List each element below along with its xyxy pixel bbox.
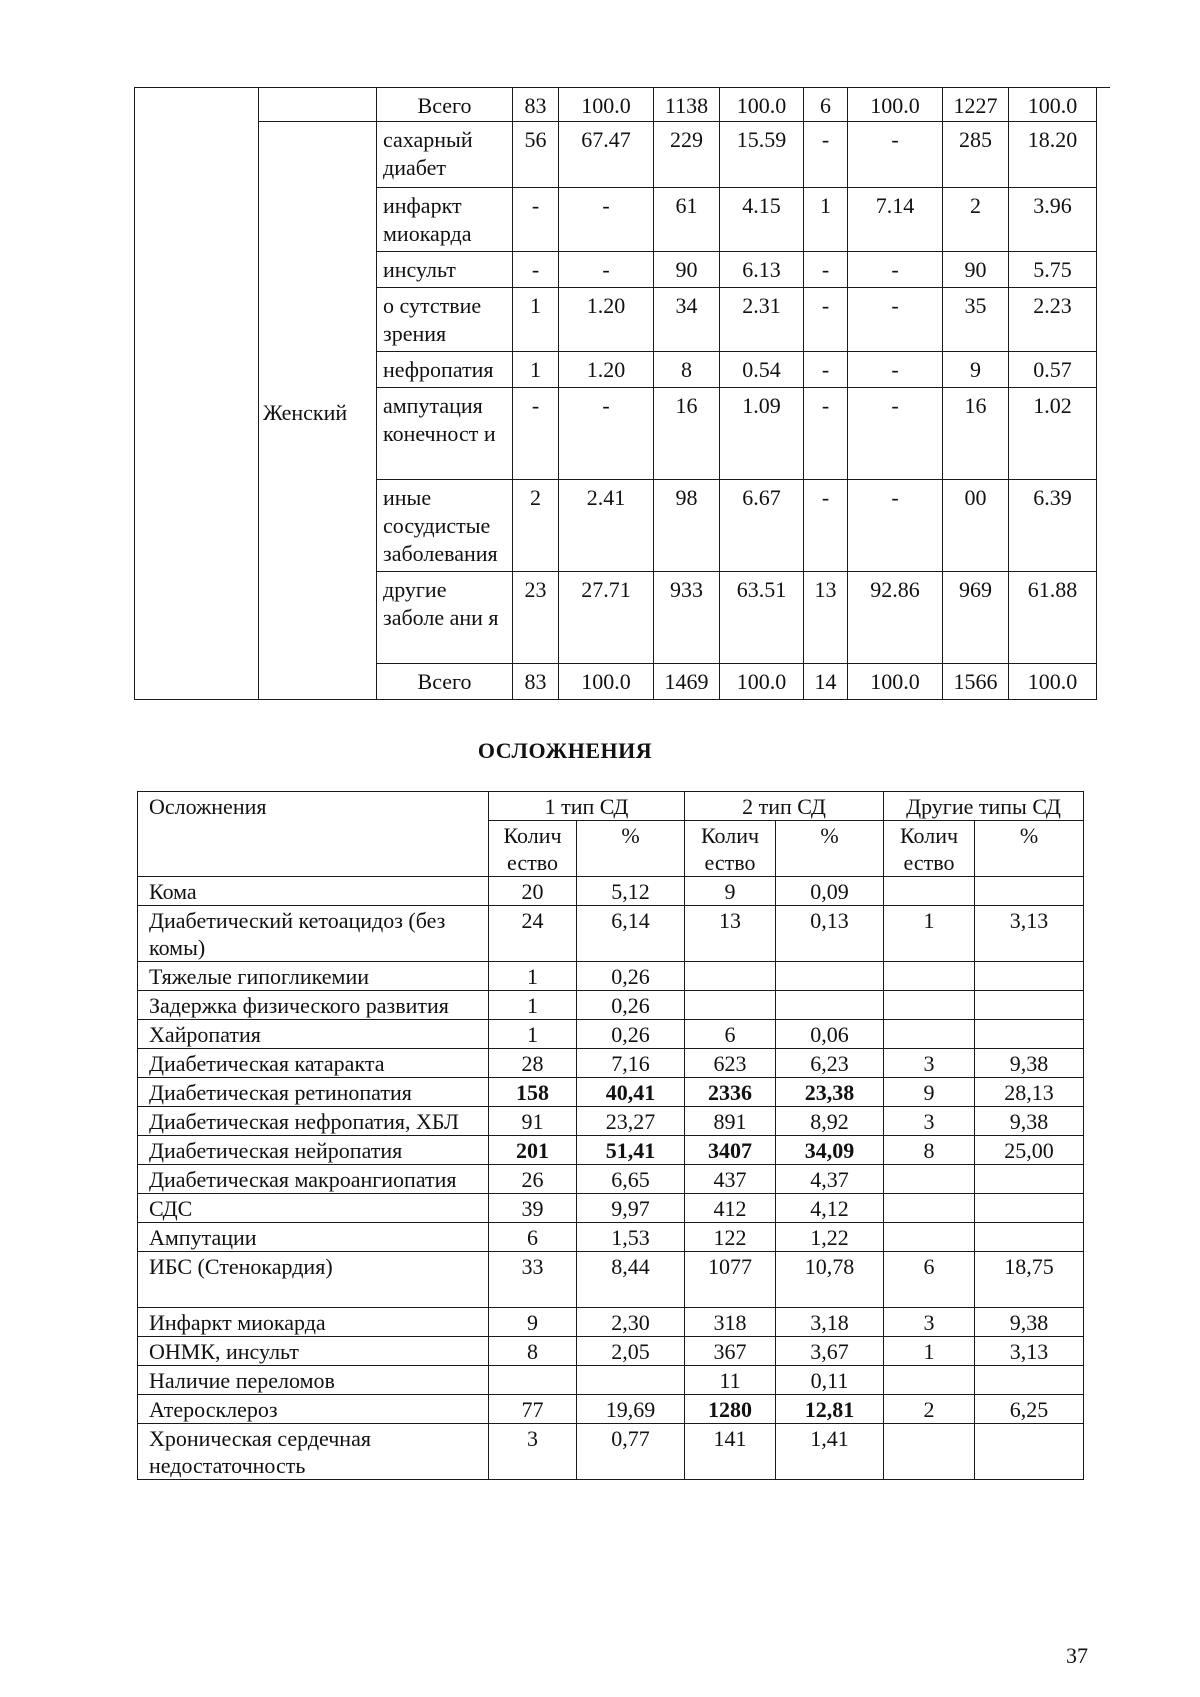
cell: 0,09 <box>776 877 884 906</box>
subheader: Колич ество <box>489 821 577 877</box>
complication-name: Диабетический кетоацидоз (без комы) <box>138 906 489 962</box>
table-row <box>138 1395 1084 1424</box>
cell <box>884 1194 975 1223</box>
cell <box>776 962 884 991</box>
cell: 0,11 <box>776 1366 884 1395</box>
cell: 367 <box>685 1337 776 1366</box>
cell: 40,41 <box>577 1078 685 1107</box>
cell: 39 <box>489 1194 577 1223</box>
table-row <box>138 1424 1084 1480</box>
cell: 0.54 <box>720 352 804 388</box>
cell: 19,69 <box>577 1395 685 1424</box>
cell: - <box>559 252 654 288</box>
cell: 51,41 <box>577 1136 685 1165</box>
cell: 6 <box>884 1252 975 1308</box>
empty-cell <box>259 88 377 122</box>
cell: 1,22 <box>776 1223 884 1252</box>
cell: 33 <box>489 1252 577 1308</box>
row-label: инсульт <box>377 252 513 288</box>
cell: 122 <box>685 1223 776 1252</box>
cell: 437 <box>685 1165 776 1194</box>
cell: 9,38 <box>975 1049 1084 1078</box>
cell: 2,05 <box>577 1337 685 1366</box>
column-header: Осложнения <box>138 792 489 877</box>
group-header: Другие типы СД <box>884 792 1084 821</box>
cell: 90 <box>943 252 1009 288</box>
complication-name: СДС <box>138 1194 489 1223</box>
cell: 6.13 <box>720 252 804 288</box>
cell: - <box>804 480 848 572</box>
subheader: Колич ество <box>685 821 776 877</box>
subheader: % <box>975 821 1084 877</box>
cell: 28,13 <box>975 1078 1084 1107</box>
cell: 2.41 <box>559 480 654 572</box>
cell: 18,75 <box>975 1252 1084 1308</box>
cell: 1227 <box>943 88 1009 122</box>
cell: 34,09 <box>776 1136 884 1165</box>
cell: 6 <box>685 1020 776 1049</box>
complication-name: ОНМК, инсульт <box>138 1337 489 1366</box>
cell: 98 <box>654 480 720 572</box>
cell: - <box>804 352 848 388</box>
cell: 969 <box>943 572 1009 664</box>
cell: 5.75 <box>1009 252 1097 288</box>
cell <box>975 1194 1084 1223</box>
cell: 229 <box>654 122 720 188</box>
cell: 1280 <box>685 1395 776 1424</box>
cell: 933 <box>654 572 720 664</box>
table-row <box>138 1078 1084 1107</box>
cell: 6 <box>804 88 848 122</box>
cell: 34 <box>654 288 720 352</box>
cell <box>975 1424 1084 1480</box>
cell: 100.0 <box>848 664 943 700</box>
cell: 16 <box>654 388 720 480</box>
cell: 6 <box>489 1223 577 1252</box>
cell: 285 <box>943 122 1009 188</box>
cell: - <box>848 480 943 572</box>
cell: 3.96 <box>1009 188 1097 252</box>
cell: 0,13 <box>776 906 884 962</box>
cell: 5,12 <box>577 877 685 906</box>
cell: 13 <box>804 572 848 664</box>
complication-name: Диабетическая катаракта <box>138 1049 489 1078</box>
cell: 1.20 <box>559 288 654 352</box>
cell <box>884 877 975 906</box>
cell: 8 <box>654 352 720 388</box>
cell: 3,18 <box>776 1308 884 1337</box>
cell: 6,23 <box>776 1049 884 1078</box>
cell: 6,14 <box>577 906 685 962</box>
cell: 1469 <box>654 664 720 700</box>
cell: 4,37 <box>776 1165 884 1194</box>
cell: 4.15 <box>720 188 804 252</box>
cell: 28 <box>489 1049 577 1078</box>
cell: 23 <box>513 572 559 664</box>
cell <box>884 962 975 991</box>
row-label: инфаркт миокарда <box>377 188 513 252</box>
cell: 100.0 <box>559 88 654 122</box>
complication-name: Диабетическая макроангиопатия <box>138 1165 489 1194</box>
group-header: 2 тип СД <box>685 792 884 821</box>
cell: 1 <box>489 1020 577 1049</box>
complication-name: ИБС (Стенокардия) <box>138 1252 489 1308</box>
cell: 1 <box>513 352 559 388</box>
cell: 1 <box>513 288 559 352</box>
table-row <box>138 1136 1084 1165</box>
cell: - <box>513 188 559 252</box>
cell: 83 <box>513 664 559 700</box>
cell: 8 <box>884 1136 975 1165</box>
table-row <box>138 1366 1084 1395</box>
row-label: иные сосудистые заболевания <box>377 480 513 572</box>
table-row <box>138 1252 1084 1308</box>
cell <box>975 1165 1084 1194</box>
table-row <box>138 1049 1084 1078</box>
cell: 1.20 <box>559 352 654 388</box>
cell: 27.71 <box>559 572 654 664</box>
cell: 63.51 <box>720 572 804 664</box>
cell: 1.09 <box>720 388 804 480</box>
cell: 83 <box>513 88 559 122</box>
cell: 2.23 <box>1009 288 1097 352</box>
complication-name: Хроническая сердечная недостаточность <box>138 1424 489 1480</box>
cell <box>884 1366 975 1395</box>
header-row <box>138 792 1084 821</box>
cell: 25,00 <box>975 1136 1084 1165</box>
cell: 00 <box>943 480 1009 572</box>
cell: 891 <box>685 1107 776 1136</box>
subheader: % <box>776 821 884 877</box>
cell <box>975 1223 1084 1252</box>
complication-name: Кома <box>138 877 489 906</box>
complication-name: Диабетическая нейропатия <box>138 1136 489 1165</box>
cell: 3407 <box>685 1136 776 1165</box>
cell: 2 <box>884 1395 975 1424</box>
sex-label: Женский <box>259 122 377 700</box>
cell: 23,27 <box>577 1107 685 1136</box>
cell: - <box>848 252 943 288</box>
table-row <box>138 1308 1084 1337</box>
cell <box>489 1366 577 1395</box>
cell <box>884 1165 975 1194</box>
cell: - <box>513 252 559 288</box>
cell: 61.88 <box>1009 572 1097 664</box>
cell: 11 <box>685 1366 776 1395</box>
cell: 100.0 <box>1009 664 1097 700</box>
cell: 1 <box>489 991 577 1020</box>
cell: - <box>559 388 654 480</box>
cell: 3 <box>489 1424 577 1480</box>
cell: 8,44 <box>577 1252 685 1308</box>
table-row <box>138 962 1084 991</box>
cell: - <box>804 288 848 352</box>
cell: 623 <box>685 1049 776 1078</box>
cell: 3 <box>884 1107 975 1136</box>
cell <box>975 991 1084 1020</box>
cell: 100.0 <box>720 88 804 122</box>
cell: 412 <box>685 1194 776 1223</box>
complication-name: Задержка физического развития <box>138 991 489 1020</box>
cell: 2 <box>513 480 559 572</box>
cell: 6,25 <box>975 1395 1084 1424</box>
cell: 90 <box>654 252 720 288</box>
subheader: % <box>577 821 685 877</box>
cell: - <box>848 122 943 188</box>
cell: 100.0 <box>848 88 943 122</box>
cell <box>975 1366 1084 1395</box>
table-row <box>138 906 1084 962</box>
table-row <box>138 1107 1084 1136</box>
cell: 16 <box>943 388 1009 480</box>
cell: 6.39 <box>1009 480 1097 572</box>
cell: 24 <box>489 906 577 962</box>
cell: 1077 <box>685 1252 776 1308</box>
cell: 2 <box>943 188 1009 252</box>
cell: 92.86 <box>848 572 943 664</box>
cell <box>975 962 1084 991</box>
cell: 2.31 <box>720 288 804 352</box>
cell: 8,92 <box>776 1107 884 1136</box>
cell <box>975 877 1084 906</box>
cell: 100.0 <box>720 664 804 700</box>
cell: 9,38 <box>975 1107 1084 1136</box>
cell: 7,16 <box>577 1049 685 1078</box>
cell: 3 <box>884 1308 975 1337</box>
cell: - <box>559 188 654 252</box>
cell: 3,13 <box>975 1337 1084 1366</box>
complication-name: Ампутации <box>138 1223 489 1252</box>
cell <box>685 991 776 1020</box>
cell: 9 <box>943 352 1009 388</box>
cell: 67.47 <box>559 122 654 188</box>
cell: 9,97 <box>577 1194 685 1223</box>
row-label: нефропатия <box>377 352 513 388</box>
subheader: Колич ество <box>884 821 975 877</box>
cell: 56 <box>513 122 559 188</box>
cell: 9 <box>685 877 776 906</box>
cell: 13 <box>685 906 776 962</box>
cell: 1 <box>884 1337 975 1366</box>
cell: 18.20 <box>1009 122 1097 188</box>
cell: 0,26 <box>577 1020 685 1049</box>
complication-name: Тяжелые гипогликемии <box>138 962 489 991</box>
cell: 12,81 <box>776 1395 884 1424</box>
cell: - <box>848 352 943 388</box>
cell: 26 <box>489 1165 577 1194</box>
cell: 8 <box>489 1337 577 1366</box>
cell: - <box>804 252 848 288</box>
row-label: Всего <box>377 664 513 700</box>
cell: 6,65 <box>577 1165 685 1194</box>
cell: 141 <box>685 1424 776 1480</box>
complication-name: Атеросклероз <box>138 1395 489 1424</box>
section-title: ОСЛОЖНЕНИЯ <box>477 738 653 763</box>
complication-name: Наличие переломов <box>138 1366 489 1395</box>
cell: 6.67 <box>720 480 804 572</box>
complication-name: Хайропатия <box>138 1020 489 1049</box>
table-row <box>138 1337 1084 1366</box>
cell: 61 <box>654 188 720 252</box>
cell: 2336 <box>685 1078 776 1107</box>
cell: 158 <box>489 1078 577 1107</box>
cell <box>884 1020 975 1049</box>
cell: 15.59 <box>720 122 804 188</box>
mortality-table-female <box>134 87 1097 700</box>
cell: 2,30 <box>577 1308 685 1337</box>
group-header: 1 тип СД <box>489 792 685 821</box>
table-row <box>138 1020 1084 1049</box>
cell: 14 <box>804 664 848 700</box>
cell: 3 <box>884 1049 975 1078</box>
cell: 1.02 <box>1009 388 1097 480</box>
row-label: о сутствие зрения <box>377 288 513 352</box>
row-label: ампутация конечност и <box>377 388 513 480</box>
complication-name: Инфаркт миокарда <box>138 1308 489 1337</box>
cell: 4,12 <box>776 1194 884 1223</box>
cell: 35 <box>943 288 1009 352</box>
cell: 77 <box>489 1395 577 1424</box>
cell: - <box>804 388 848 480</box>
complication-name: Диабетическая ретинопатия <box>138 1078 489 1107</box>
cell: 1,41 <box>776 1424 884 1480</box>
cell: 100.0 <box>559 664 654 700</box>
cell: 20 <box>489 877 577 906</box>
cell: 100.0 <box>1009 88 1097 122</box>
cell: - <box>513 388 559 480</box>
cell: 0,77 <box>577 1424 685 1480</box>
table-row <box>135 122 1097 188</box>
row-label: другие заболе ани я <box>377 572 513 664</box>
cell: 3,13 <box>975 906 1084 962</box>
cell <box>884 1424 975 1480</box>
cell: 0.57 <box>1009 352 1097 388</box>
cell: 318 <box>685 1308 776 1337</box>
cell: 1566 <box>943 664 1009 700</box>
cell <box>685 962 776 991</box>
table-row <box>138 1165 1084 1194</box>
cell <box>884 1223 975 1252</box>
cell: 91 <box>489 1107 577 1136</box>
cell: 1138 <box>654 88 720 122</box>
empty-cell <box>135 88 259 700</box>
cell: 1 <box>884 906 975 962</box>
cell: - <box>804 122 848 188</box>
table-row <box>138 877 1084 906</box>
cell: - <box>848 288 943 352</box>
table-row <box>135 88 1097 122</box>
cell <box>975 1020 1084 1049</box>
page-number: 37 <box>1066 1643 1088 1668</box>
cell: - <box>848 388 943 480</box>
table-row <box>138 1194 1084 1223</box>
cell: 0,26 <box>577 962 685 991</box>
table-row <box>138 991 1084 1020</box>
cell <box>884 991 975 1020</box>
cell: 7.14 <box>848 188 943 252</box>
cell: 9 <box>489 1308 577 1337</box>
cell: 1 <box>489 962 577 991</box>
cell: 3,67 <box>776 1337 884 1366</box>
cell: 23,38 <box>776 1078 884 1107</box>
cell <box>776 991 884 1020</box>
complications-table <box>137 791 1084 1480</box>
complication-name: Диабетическая нефропатия, ХБЛ <box>138 1107 489 1136</box>
cell: 1,53 <box>577 1223 685 1252</box>
table-row <box>138 1223 1084 1252</box>
cell: 0,06 <box>776 1020 884 1049</box>
cell: 0,26 <box>577 991 685 1020</box>
row-label: Всего <box>377 88 513 122</box>
cell <box>577 1366 685 1395</box>
cell: 9 <box>884 1078 975 1107</box>
cell: 1 <box>804 188 848 252</box>
cell: 201 <box>489 1136 577 1165</box>
cell: 10,78 <box>776 1252 884 1308</box>
row-label: сахарный диабет <box>377 122 513 188</box>
cell: 9,38 <box>975 1308 1084 1337</box>
